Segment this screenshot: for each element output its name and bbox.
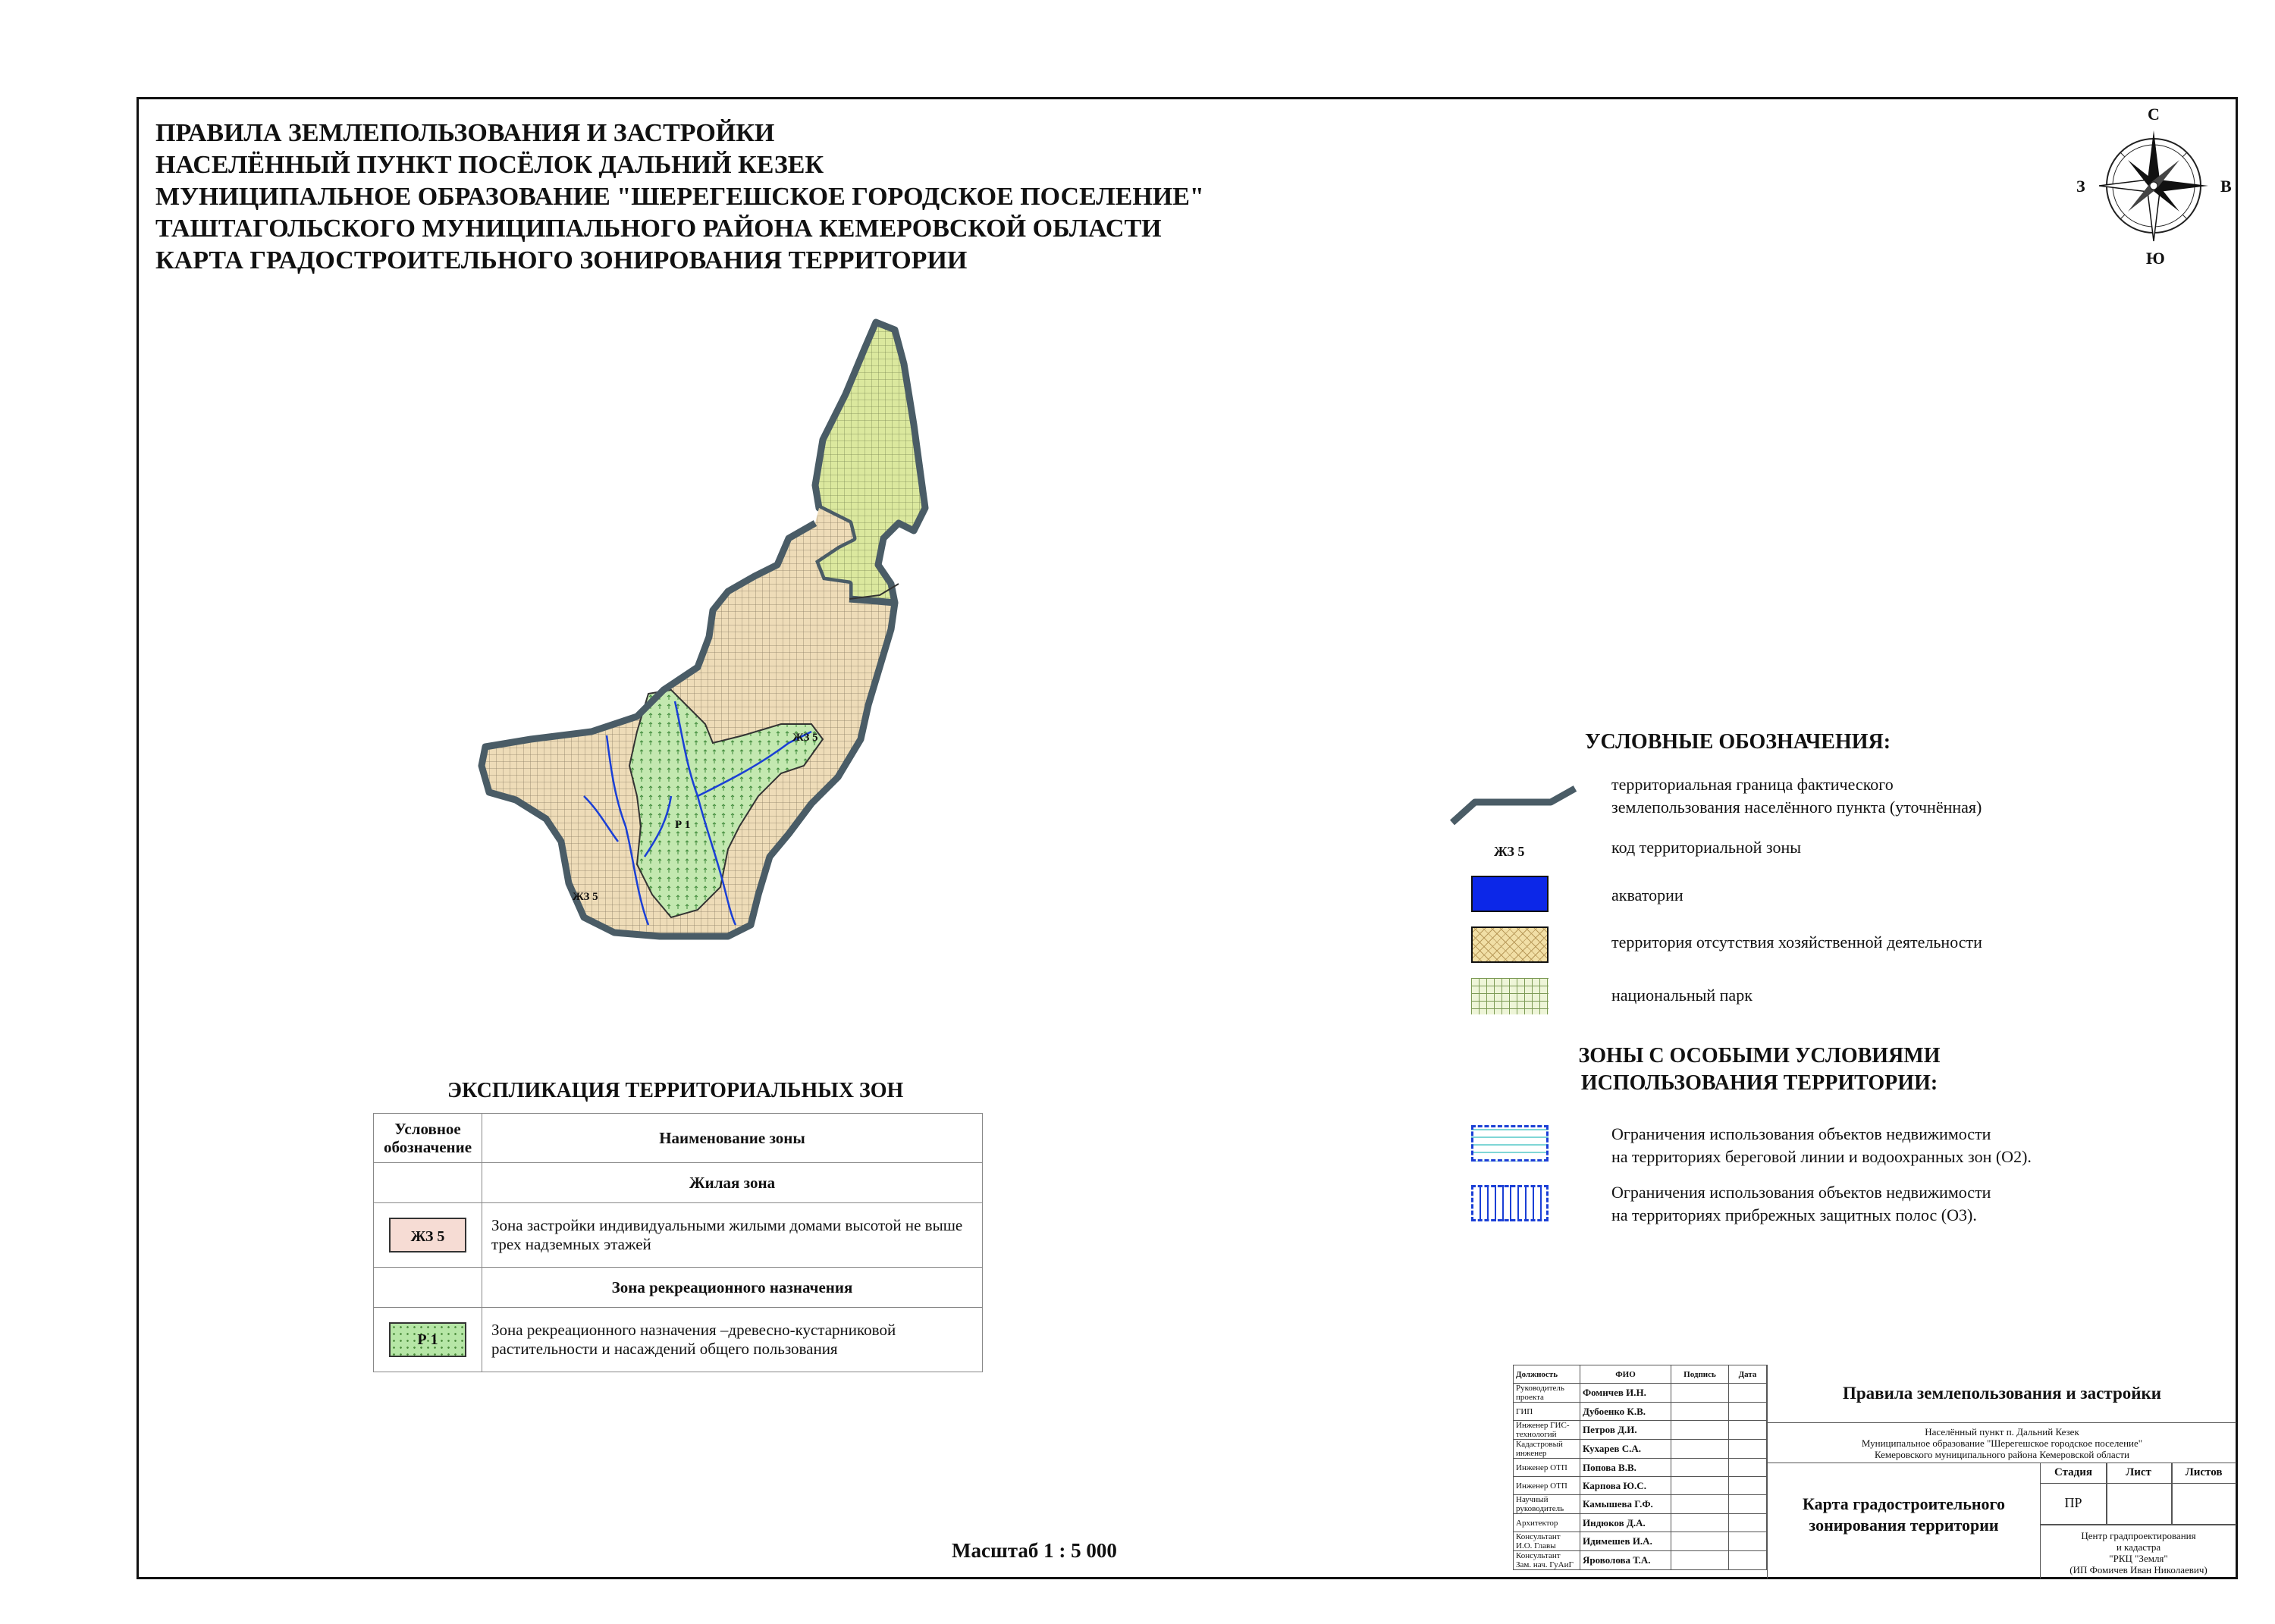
legend-o2-swatch <box>1471 1125 1549 1162</box>
table-row <box>374 1163 983 1203</box>
stamp-position: Архитектор <box>1514 1514 1580 1532</box>
stamp-subtitle-line: Кемеровского муниципального района Кемеровской области <box>1874 1449 2129 1460</box>
stamp-sheet-name-line: зонирования территории <box>1809 1516 1999 1535</box>
legend-boundary-symbol <box>1445 781 1581 826</box>
stamp-position: Кадастровый инженер <box>1514 1440 1580 1459</box>
national-park-area <box>815 322 925 603</box>
stamp-header-position: Должность <box>1514 1365 1580 1384</box>
legend-boundary-line: территориальная граница фактического <box>1611 775 1894 794</box>
table-row <box>1514 1532 1767 1551</box>
explication-col-name: Наименование зоны <box>482 1114 983 1163</box>
legend-o3-label <box>1611 1181 1991 1227</box>
table-row <box>1514 1403 1767 1421</box>
table-row <box>1514 1365 1767 1384</box>
legend-boundary-label <box>1611 773 1982 819</box>
table-row <box>1514 1495 1767 1514</box>
compass-south-label: Ю <box>2146 249 2165 268</box>
stamp-person: Фомичев И.Н. <box>1580 1384 1671 1403</box>
legend-zone-code-label: код территориальной зоны <box>1611 838 1802 857</box>
legend-national-park-label: национальный парк <box>1611 986 1753 1005</box>
stamp-org-line: Центр градпроектирования <box>2081 1530 2196 1541</box>
explication-group-recreational: Зона рекреационного назначения <box>482 1268 983 1308</box>
title-line: КАРТА ГРАДОСТРОИТЕЛЬНОГО ЗОНИРОВАНИЯ ТЕРРИТОРИИ <box>155 246 968 274</box>
map-label-jz5: ЖЗ 5 <box>792 732 818 744</box>
stamp-org-line: (ИП Фомичев Иван Николаевич) <box>2069 1564 2208 1575</box>
stamp-sheet-name-line: Карта градостроительного <box>1803 1494 2005 1513</box>
table-row <box>1514 1384 1767 1403</box>
stamp-position: Инженер ГИС-технологий <box>1514 1421 1580 1440</box>
title-line: ПРАВИЛА ЗЕМЛЕПОЛЬЗОВАНИЯ И ЗАСТРОЙКИ <box>155 119 775 147</box>
zone-jz5-swatch: ЖЗ 5 <box>389 1218 466 1252</box>
stamp-position: Инженер ОТП <box>1514 1477 1580 1495</box>
legend-zone-code-sample: ЖЗ 5 <box>1494 844 1525 859</box>
legend-boundary-line: землепользования населённого пункта (уточнённая) <box>1611 798 1982 817</box>
stamp-sheet-header: Лист <box>2126 1466 2151 1478</box>
table-row <box>1514 1459 1767 1477</box>
table-row <box>374 1114 983 1163</box>
legend-o2-label <box>1611 1123 2032 1168</box>
stamp-organization <box>2041 1530 2236 1575</box>
table-row <box>1514 1551 1767 1570</box>
stamp-org-line: "РКЦ "Земля" <box>2109 1553 2168 1564</box>
stamp-stage-header: Стадия <box>2054 1466 2093 1478</box>
stamp-doc-title: Правила землепользования и застройки <box>1768 1365 2236 1423</box>
stamp-person: Карпова Ю.С. <box>1580 1477 1671 1495</box>
stamp-person: Индюков Д.А. <box>1580 1514 1671 1532</box>
legend-national-park-swatch <box>1471 978 1549 1014</box>
table-row <box>374 1268 983 1308</box>
stamp-header-date: Дата <box>1729 1365 1767 1384</box>
stamp-position: Руководитель проекта <box>1514 1384 1580 1403</box>
legend-title: УСЛОВНЫЕ ОБОЗНАЧЕНИЯ: <box>1585 730 1891 754</box>
stamp-position: Консультант И.О. Главы <box>1514 1532 1580 1551</box>
table-row <box>1514 1514 1767 1532</box>
stamp-table <box>1513 1365 1767 1570</box>
legend-o2-line: на территориях береговой линии и водоохранных зон (О2). <box>1611 1147 2032 1166</box>
title-line: ТАШТАГОЛЬСКОГО МУНИЦИПАЛЬНОГО РАЙОНА КЕМЕРОВСКОЙ ОБЛАСТИ <box>155 215 1162 243</box>
stamp-info-block <box>1767 1365 2236 1579</box>
title-line: НАСЕЛЁННЫЙ ПУНКТ ПОСЁЛОК ДАЛЬНИЙ КЕЗЕК <box>155 151 824 179</box>
table-row <box>1514 1477 1767 1495</box>
explication-table <box>373 1113 983 1372</box>
table-row <box>1514 1440 1767 1459</box>
stamp-subtitle-line: Муниципальное образование "Шерегешское городское поселение" <box>1861 1437 2143 1449</box>
map-title <box>155 118 1204 277</box>
table-row <box>1514 1421 1767 1440</box>
stamp-sheet-name <box>1768 1463 2041 1579</box>
map-scale: Масштаб 1 : 5 000 <box>952 1539 1117 1562</box>
zone-r1-swatch: Р 1 <box>389 1322 466 1357</box>
legend-water-label: акватории <box>1611 886 1684 904</box>
title-line: МУНИЦИПАЛЬНОЕ ОБРАЗОВАНИЕ "ШЕРЕГЕШСКОЕ ГОРОДСКОЕ ПОСЕЛЕНИЕ" <box>155 183 1204 211</box>
compass-north-label: С <box>2148 105 2160 124</box>
map-label-r1: Р 1 <box>675 819 691 831</box>
zone-jz5-description: Зона застройки индивидуальными жилыми домами высотой не выше трех надземных этажей <box>482 1203 983 1268</box>
stamp-position: Научный руководитель <box>1514 1495 1580 1514</box>
stamp-position: Консультант Зам. нач. ГуАиГ <box>1514 1551 1580 1570</box>
compass-east-label: В <box>2220 177 2232 196</box>
legend-o3-line: Ограничения использования объектов недвижимости <box>1611 1183 1991 1202</box>
legend-water-swatch <box>1471 876 1549 912</box>
stamp-position: ГИП <box>1514 1403 1580 1421</box>
zoning-map <box>455 311 1031 1008</box>
stamp-org-line: и кадастра <box>2116 1541 2161 1553</box>
stamp-person: Дубоенко К.В. <box>1580 1403 1671 1421</box>
stamp-person: Попова В.В. <box>1580 1459 1671 1477</box>
legend-o2-line: Ограничения использования объектов недвижимости <box>1611 1124 1991 1143</box>
legend-o3-swatch <box>1471 1185 1549 1221</box>
legend-no-activity-label: территория отсутствия хозяйственной деятельности <box>1611 933 1982 952</box>
table-row <box>374 1308 983 1372</box>
stamp-person: Кухарев С.А. <box>1580 1440 1671 1459</box>
stamp-subtitle-line: Населённый пункт п. Дальний Кезек <box>1925 1426 2079 1437</box>
stamp-person: Петров Д.И. <box>1580 1421 1671 1440</box>
stamp-stage-value: ПР <box>2064 1495 2082 1510</box>
stamp-position: Инженер ОТП <box>1514 1459 1580 1477</box>
special-zones-title-line: ЗОНЫ С ОСОБЫМИ УСЛОВИЯМИ <box>1578 1044 1941 1068</box>
zone-r1-description: Зона рекреационного назначения –древесно-кустарниковой растительности и насаждений общего пользования <box>482 1308 983 1372</box>
stamp-header-name: ФИО <box>1580 1365 1671 1384</box>
special-zones-title-line: ИСПОЛЬЗОВАНИЯ ТЕРРИТОРИИ: <box>1580 1071 1938 1095</box>
table-row <box>374 1203 983 1268</box>
stamp-sheets-header: Листов <box>2185 1466 2223 1478</box>
stamp-header-signature: Подпись <box>1671 1365 1729 1384</box>
explication-title: ЭКСПЛИКАЦИЯ ТЕРРИТОРИАЛЬНЫХ ЗОН <box>447 1079 904 1102</box>
stamp-person: Идимешев И.А. <box>1580 1532 1671 1551</box>
special-zones-title <box>1532 1042 1987 1097</box>
explication-col-symbol: Условное обозначение <box>374 1114 482 1163</box>
compass-rose-icon <box>2063 99 2245 273</box>
map-label-jz5: ЖЗ 5 <box>573 891 598 903</box>
stamp-person: Камышева Г.Ф. <box>1580 1495 1671 1514</box>
compass-west-label: З <box>2076 177 2085 196</box>
legend-no-activity-swatch <box>1471 926 1549 963</box>
stamp-person: Яроволова Т.А. <box>1580 1551 1671 1570</box>
legend-o3-line: на территориях прибрежных защитных полос (О3). <box>1611 1205 1977 1224</box>
explication-group-residential: Жилая зона <box>482 1163 983 1203</box>
stamp-subtitle <box>1768 1422 2236 1463</box>
